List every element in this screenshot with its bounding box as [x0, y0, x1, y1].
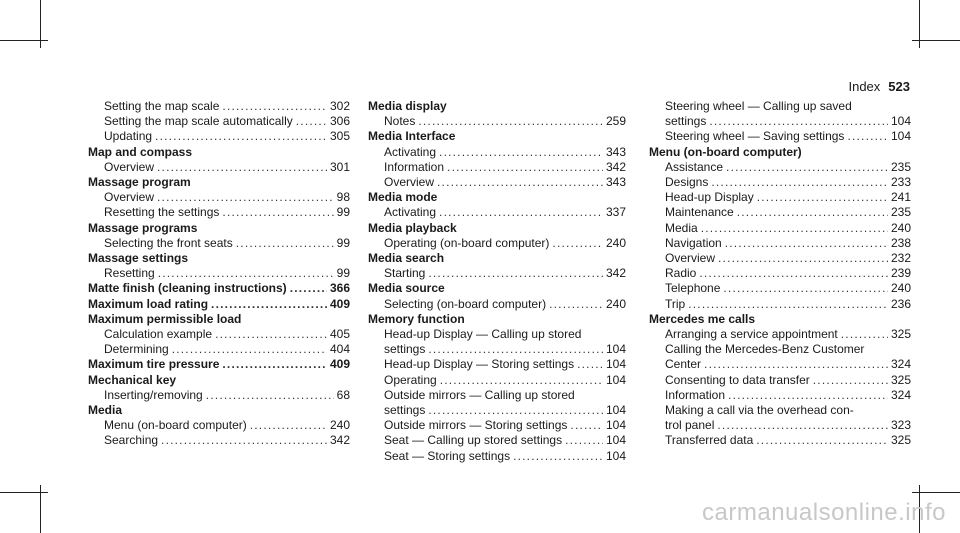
page-reference: 239	[890, 266, 911, 281]
dot-leader	[709, 114, 888, 129]
index-subentry[interactable]	[649, 236, 911, 251]
index-heading: Massage program	[88, 175, 191, 190]
dot-leader	[222, 357, 327, 372]
page-reference: 104	[605, 342, 626, 357]
index-subentry[interactable]	[368, 403, 626, 418]
index-subentry-text: Outside mirrors — Calling up stored	[384, 387, 575, 402]
entry-label: settings	[665, 114, 707, 129]
index-subentry[interactable]	[649, 433, 911, 448]
entry-label: Overview	[104, 159, 155, 174]
page-reference: 325	[890, 433, 911, 448]
index-column-2	[368, 99, 626, 464]
entry-label: Searching	[104, 433, 159, 448]
page-reference: 366	[329, 281, 350, 296]
index-subentry[interactable]	[88, 327, 350, 342]
index-subentry[interactable]	[368, 266, 626, 281]
index-subentry-text: Steering wheel — Calling up saved	[665, 99, 852, 113]
entry-label: Maximum tire pressure	[88, 357, 220, 372]
entry-label: Operating	[384, 372, 437, 387]
index-subentry[interactable]	[649, 388, 911, 403]
index-heading: Media search	[368, 251, 445, 266]
page-reference: 343	[605, 144, 626, 159]
index-subentry[interactable]	[649, 190, 911, 205]
page-reference: 324	[890, 357, 911, 372]
page-reference: 337	[605, 205, 626, 220]
dot-leader	[701, 221, 888, 236]
page-reference: 241	[890, 190, 911, 205]
page-reference: 409	[329, 357, 350, 372]
index-subentry[interactable]	[368, 160, 626, 175]
dot-leader	[236, 236, 334, 251]
entry-label: settings	[384, 342, 426, 357]
dot-leader	[725, 236, 888, 251]
index-subentry[interactable]	[649, 373, 911, 388]
entry-label: Radio	[665, 266, 697, 281]
index-heading: Menu (on-board computer)	[649, 144, 802, 159]
dot-leader	[296, 114, 327, 129]
dot-leader	[158, 266, 334, 281]
page-reference: 240	[890, 281, 911, 296]
crop-mark	[912, 40, 960, 41]
entry-label: Telephone	[665, 281, 721, 296]
index-subentry[interactable]	[649, 266, 911, 281]
index-heading: Media source	[368, 281, 445, 296]
index-subentry[interactable]	[88, 160, 350, 175]
page-reference: 325	[890, 327, 911, 342]
page-number: 523	[888, 79, 910, 94]
entry-label: Consenting to data transfer	[665, 372, 810, 387]
index-subentry[interactable]	[368, 297, 626, 312]
index-subentry[interactable]	[368, 449, 626, 464]
page-reference: 233	[890, 175, 911, 190]
page-reference: 99	[336, 205, 350, 220]
dot-leader	[437, 175, 603, 190]
dot-leader	[813, 373, 888, 388]
index-subentry[interactable]	[368, 342, 626, 357]
dot-leader	[728, 388, 888, 403]
page-reference: 104	[605, 448, 626, 463]
dot-leader	[428, 342, 603, 357]
page-reference: 404	[329, 342, 350, 357]
index-subentry[interactable]	[649, 114, 911, 129]
dot-leader	[565, 433, 603, 448]
entry-label: Steering wheel — Saving settings	[665, 129, 845, 144]
entry-label: Operating (on-board computer)	[384, 235, 550, 250]
entry-label: Trip	[665, 296, 686, 311]
entry-label: Overview	[104, 190, 155, 205]
entry-label: Matte finish (cleaning instructions)	[88, 281, 287, 296]
index-subentry[interactable]	[88, 342, 350, 357]
entry-label: Information	[665, 387, 726, 402]
dot-leader	[439, 145, 603, 160]
dot-leader	[723, 281, 888, 296]
index-heading: Media display	[368, 99, 447, 113]
page-reference: 301	[329, 159, 350, 174]
entry-label: Notes	[384, 114, 416, 129]
page-reference: 324	[890, 387, 911, 402]
index-heading: Maximum permissible load	[88, 311, 242, 326]
index-column-3	[649, 99, 911, 449]
index-subentry[interactable]	[368, 205, 626, 220]
dot-leader	[161, 433, 327, 448]
dot-leader	[222, 205, 333, 220]
page-reference: 99	[336, 235, 350, 250]
dot-leader	[428, 266, 603, 281]
entry-label: Assistance	[665, 159, 724, 174]
page-reference: 325	[890, 372, 911, 387]
page-reference: 240	[890, 220, 911, 235]
page-reference: 323	[890, 418, 911, 433]
entry-label: Seat — Calling up stored settings	[384, 433, 563, 448]
dot-leader	[439, 205, 603, 220]
page-reference: 240	[605, 235, 626, 250]
index-subentry[interactable]	[649, 297, 911, 312]
entry-label: Selecting the front seats	[104, 235, 233, 250]
page-reference: 342	[329, 433, 350, 448]
index-subentry[interactable]	[649, 129, 911, 144]
entry-label: Overview	[384, 175, 435, 190]
page-reference: 235	[890, 205, 911, 220]
index-heading: Map and compass	[88, 144, 193, 159]
page-reference: 68	[336, 387, 350, 402]
entry-label: Seat — Storing settings	[384, 448, 511, 463]
page-reference: 342	[605, 266, 626, 281]
crop-mark	[912, 492, 960, 493]
page-reference: 98	[336, 190, 350, 205]
index-subentry[interactable]	[649, 160, 911, 175]
index-subentry[interactable]	[649, 221, 911, 236]
index-heading[interactable]	[88, 281, 350, 296]
entry-label: Activating	[384, 144, 437, 159]
index-subentry[interactable]	[649, 251, 911, 266]
page-reference: 104	[890, 129, 911, 144]
dot-leader	[250, 418, 327, 433]
entry-label: Selecting (on-board computer)	[384, 296, 547, 311]
page-reference: 240	[605, 296, 626, 311]
entry-label: Navigation	[665, 235, 722, 250]
entry-label: Activating	[384, 205, 437, 220]
index-subentry[interactable]	[368, 175, 626, 190]
entry-label: Starting	[384, 266, 426, 281]
page-reference: 409	[329, 296, 350, 311]
page-header	[848, 79, 910, 94]
entry-label: Information	[384, 159, 445, 174]
index-subentry[interactable]	[368, 236, 626, 251]
entry-label: trol panel	[665, 418, 715, 433]
index-subentry[interactable]	[649, 175, 911, 190]
page-reference: 104	[605, 433, 626, 448]
entry-label: Arranging a service appointment	[665, 327, 838, 342]
page-reference: 99	[336, 266, 350, 281]
index-subentry[interactable]	[88, 205, 350, 220]
entry-label: Center	[665, 357, 702, 372]
index-subentry[interactable]	[368, 145, 626, 160]
index-subentry-text: Making a call via the overhead con-	[665, 403, 854, 418]
dot-leader	[428, 403, 603, 418]
index-subentry[interactable]	[88, 190, 350, 205]
index-heading: Mercedes me calls	[649, 311, 756, 326]
dot-leader	[157, 160, 327, 175]
index-subentry[interactable]	[368, 418, 626, 433]
entry-label: Head-up Display — Storing settings	[384, 357, 575, 372]
dot-leader	[222, 99, 327, 114]
dot-leader	[513, 449, 603, 464]
index-subentry[interactable]	[649, 418, 911, 433]
page-reference: 302	[329, 99, 350, 113]
entry-label: Maintenance	[665, 205, 734, 220]
page-reference: 232	[890, 251, 911, 266]
page-reference: 238	[890, 235, 911, 250]
entry-label: Resetting the settings	[104, 205, 220, 220]
index-subentry[interactable]	[368, 373, 626, 388]
index-subentry[interactable]	[368, 433, 626, 448]
dot-leader	[211, 297, 327, 312]
index-subentry[interactable]	[368, 114, 626, 129]
dot-leader	[711, 175, 888, 190]
entry-label: Outside mirrors — Storing settings	[384, 418, 568, 433]
page-reference: 104	[605, 372, 626, 387]
page-reference: 104	[605, 403, 626, 418]
index-heading: Media Interface	[368, 129, 456, 144]
entry-label: Setting the map scale	[104, 99, 220, 113]
entry-label: Determining	[104, 342, 169, 357]
dot-leader	[841, 327, 888, 342]
dot-leader	[552, 236, 603, 251]
dot-leader	[157, 190, 334, 205]
index-subentry[interactable]	[88, 388, 350, 403]
page-reference: 405	[329, 327, 350, 342]
index-heading[interactable]	[88, 297, 350, 312]
page-reference: 236	[890, 296, 911, 311]
entry-label: Maximum load rating	[88, 296, 209, 311]
section-title: Index	[848, 79, 881, 94]
entry-label: Resetting	[104, 266, 155, 281]
dot-leader	[726, 160, 888, 175]
dot-leader	[757, 190, 888, 205]
dot-leader	[447, 160, 603, 175]
index-subentry[interactable]	[88, 266, 350, 281]
index-subentry-text: Head-up Display — Calling up stored	[384, 327, 582, 342]
page-reference: 240	[329, 418, 350, 433]
page-reference: 104	[605, 357, 626, 372]
entry-label: Media	[665, 220, 698, 235]
entry-label: Inserting/removing	[104, 387, 203, 402]
page-reference: 259	[605, 114, 626, 129]
page-reference: 343	[605, 175, 626, 190]
dot-leader	[440, 373, 603, 388]
dot-leader	[155, 129, 327, 144]
index-subentry[interactable]	[88, 433, 350, 448]
entry-label: settings	[384, 403, 426, 418]
dot-leader	[570, 418, 603, 433]
index-subentry-text: Calling the Mercedes-Benz Customer	[665, 342, 865, 357]
page-reference: 305	[329, 129, 350, 144]
index-column-1	[88, 99, 350, 449]
crop-mark	[0, 492, 48, 493]
index-subentry[interactable]	[88, 236, 350, 251]
index-heading: Media	[88, 403, 123, 418]
index-subentry[interactable]	[649, 327, 911, 342]
entry-label: Transferred data	[665, 433, 754, 448]
page-reference: 104	[890, 114, 911, 129]
dot-leader	[206, 388, 334, 403]
dot-leader	[699, 266, 888, 281]
index-subentry[interactable]	[88, 99, 350, 114]
entry-label: Designs	[665, 175, 709, 190]
index-heading: Massage settings	[88, 251, 189, 266]
dot-leader	[172, 342, 327, 357]
index-heading: Massage programs	[88, 220, 198, 235]
index-subentry[interactable]	[88, 418, 350, 433]
page-reference: 306	[329, 114, 350, 129]
entry-label: Overview	[665, 251, 716, 266]
dot-leader	[718, 251, 888, 266]
dot-leader	[737, 205, 888, 220]
dot-leader	[717, 418, 888, 433]
crop-mark	[0, 40, 48, 41]
index-subentry[interactable]	[368, 357, 626, 372]
dot-leader	[418, 114, 603, 129]
index-heading: Media mode	[368, 190, 438, 205]
watermark: carmanualsonline.info	[702, 499, 946, 526]
index-subentry[interactable]	[88, 129, 350, 144]
entry-label: Updating	[104, 129, 153, 144]
dot-leader	[549, 297, 603, 312]
page-reference: 104	[605, 418, 626, 433]
dot-leader	[290, 281, 327, 296]
dot-leader	[577, 357, 603, 372]
page-reference: 235	[890, 159, 911, 174]
index-heading[interactable]	[88, 357, 350, 372]
entry-label: Setting the map scale automatically	[104, 114, 293, 129]
dot-leader	[688, 297, 888, 312]
page-reference: 342	[605, 159, 626, 174]
index-subentry[interactable]	[88, 114, 350, 129]
index-heading: Memory function	[368, 311, 465, 326]
dot-leader	[756, 433, 888, 448]
index-heading: Media playback	[368, 220, 457, 235]
entry-label: Head-up Display	[665, 190, 754, 205]
index-subentry[interactable]	[649, 357, 911, 372]
dot-leader	[847, 129, 888, 144]
entry-label: Menu (on-board computer)	[104, 418, 247, 433]
index-subentry[interactable]	[649, 205, 911, 220]
dot-leader	[215, 327, 327, 342]
index-heading: Mechanical key	[88, 372, 177, 387]
dot-leader	[704, 357, 888, 372]
index-subentry[interactable]	[649, 281, 911, 296]
entry-label: Calculation example	[104, 327, 213, 342]
